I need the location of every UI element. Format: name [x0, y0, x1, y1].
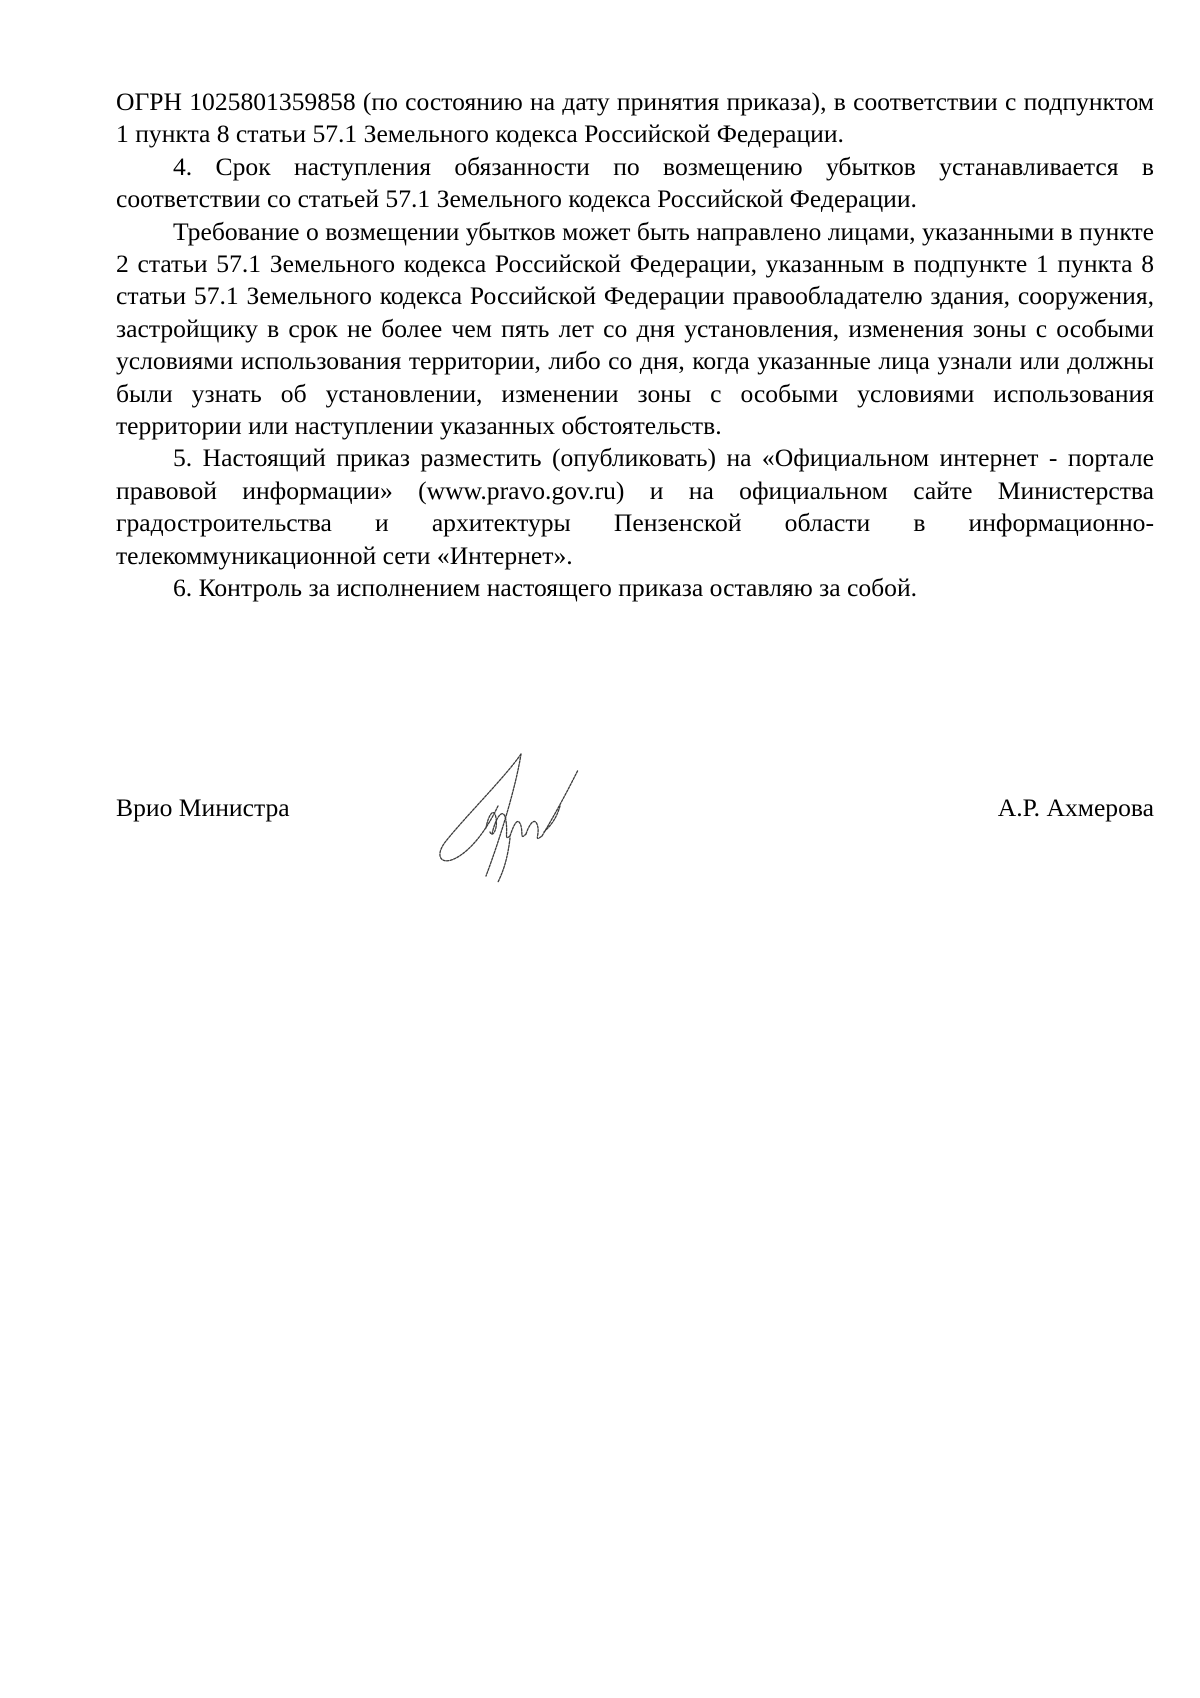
paragraph-item-4: 4. Срок наступления обязанности по возмещению убытков устанавливается в соответствии со статьей 57.1 Земельного кодекса Российской Федерации. [116, 151, 1154, 214]
paragraph-item-5: 5. Настоящий приказ разместить (опубликовать) на «Официальном интернет - портале правовой информации» (www.pravo.gov.ru) и на официальном сайте Министерства градостроительства и архитектуры Пензенской области в информационно-телекоммуникационной сети «Интернет». [116, 443, 1154, 570]
signature-block [116, 792, 1154, 832]
paragraph-claim-requirement: Требование о возмещении убытков может быть направлено лицами, указанными в пункте 2 статьи 57.1 Земельного кодекса Российской Федерации, указанным в подпункте 1 пункта 8 статьи 57.1 Земельного кодекса Российской Федерации правообладателю здания, сооружения, застройщику в срок не более чем пять лет со дня установления, изменения зоны с особыми условиями использования территории, либо со дня, когда указанные лица узнали или должны были узнать об установлении, изменении зоны с особыми условиями использования территории или наступлении указанных обстоятельств. [116, 216, 1154, 441]
handwritten-signature [426, 746, 596, 886]
paragraph-ogrn: ОГРН 1025801359858 (по состоянию на дату принятия приказа), в соответствии с подпунктом 1 пункта 8 статьи 57.1 Земельного кодекса Российской Федерации. [116, 87, 1154, 149]
document-body [116, 86, 1154, 605]
signatory-name: А.Р. Ахмерова [997, 793, 1154, 822]
signatory-position: Врио Министра [116, 793, 290, 822]
paragraph-item-6: 6. Контроль за исполнением настоящего приказа оставляю за собой. [173, 573, 918, 603]
